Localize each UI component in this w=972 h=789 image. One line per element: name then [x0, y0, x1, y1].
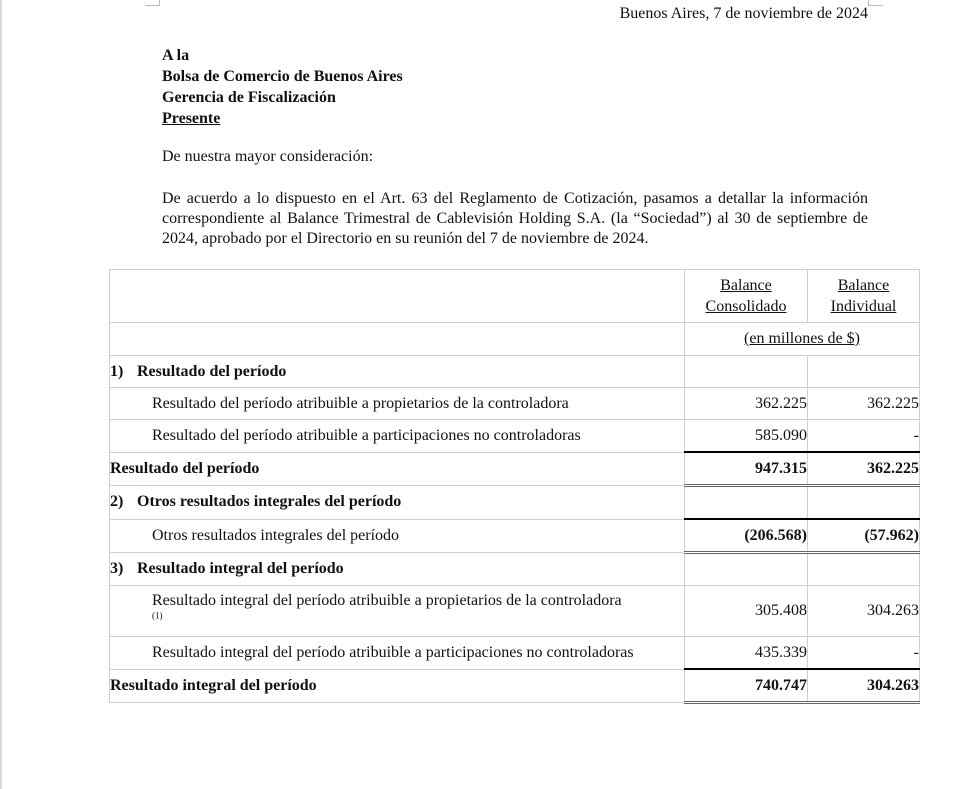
row-label: Otros resultados integrales del período — [110, 519, 685, 553]
empty-cell — [685, 553, 808, 586]
section-number: 3) — [110, 560, 124, 577]
table-row — [110, 388, 920, 420]
value-individual: - — [808, 420, 920, 453]
section-title — [110, 553, 685, 586]
results-table — [109, 269, 920, 704]
header-text: Balance — [720, 277, 772, 294]
total-row — [110, 669, 920, 703]
section-title-text: Resultado integral del período — [137, 560, 344, 577]
value-individual: - — [808, 637, 920, 670]
addressee-line: A la — [162, 47, 190, 64]
table-row — [110, 420, 920, 453]
row-label-text: Resultado integral del período atribuible a propietarios de la controladora — [152, 592, 622, 609]
value-consolidado: 305.408 — [685, 586, 808, 637]
table-row — [110, 519, 920, 553]
row-label: Resultado del período atribuible a participaciones no controladoras — [110, 420, 685, 453]
value-individual: 362.225 — [808, 388, 920, 420]
total-consolidado: 740.747 — [685, 669, 808, 703]
header-consolidado — [685, 270, 808, 323]
header-text: Individual — [830, 298, 897, 315]
value-consolidado: 435.339 — [685, 637, 808, 670]
section-number: 2) — [110, 493, 124, 511]
value-individual: 304.263 — [808, 586, 920, 637]
total-label: Resultado del período — [110, 452, 685, 486]
value-consolidado: (206.568) — [685, 519, 808, 553]
section-title — [110, 356, 685, 388]
empty-cell — [685, 356, 808, 388]
addressee-block — [162, 45, 403, 129]
units-cell — [685, 323, 920, 356]
row-label: Resultado integral del período atribuible a participaciones no controladoras — [110, 637, 685, 670]
row-label: Resultado del período atribuible a propietarios de la controladora — [110, 388, 685, 420]
addressee-presente: Presente — [162, 110, 221, 127]
section-row — [110, 486, 920, 520]
units-row — [110, 323, 920, 356]
greeting: De nuestra mayor consideración: — [162, 148, 374, 165]
header-text: Consolidado — [705, 298, 787, 315]
margin-corner-mark — [868, 0, 883, 6]
section-title-text: Otros resultados integrales del período — [137, 493, 402, 511]
header-text: Balance — [837, 277, 890, 294]
value-individual: (57.962) — [808, 519, 920, 553]
date-line: Buenos Aires, 7 de noviembre de 2024 — [619, 5, 868, 22]
header-label-cell — [110, 270, 685, 323]
section-title-text: Resultado del período — [137, 362, 287, 380]
section-number: 1) — [110, 362, 124, 380]
table-header-row — [110, 270, 920, 323]
page-edge — [0, 0, 2, 789]
empty-cell — [685, 486, 808, 520]
table-row — [110, 586, 920, 637]
total-individual: 304.263 — [808, 669, 920, 703]
total-consolidado: 947.315 — [685, 452, 808, 486]
value-consolidado: 362.225 — [685, 388, 808, 420]
total-label: Resultado integral del período — [110, 669, 685, 703]
section-row — [110, 553, 920, 586]
units-label-cell — [110, 323, 685, 356]
value-consolidado: 585.090 — [685, 420, 808, 453]
table-row — [110, 637, 920, 670]
section-title — [110, 486, 685, 520]
section-row — [110, 356, 920, 388]
addressee-line: Gerencia de Fiscalización — [162, 89, 336, 106]
units-text: (en millones de $) — [744, 330, 860, 347]
row-label — [110, 586, 685, 637]
total-row — [110, 452, 920, 486]
empty-cell — [808, 553, 920, 586]
total-individual: 362.225 — [808, 452, 920, 486]
empty-cell — [808, 356, 920, 388]
addressee-line: Bolsa de Comercio de Buenos Aires — [162, 68, 403, 85]
empty-cell — [808, 486, 920, 520]
footnote-marker: (1) — [152, 610, 163, 621]
header-individual — [808, 270, 920, 323]
intro-paragraph: De acuerdo a lo dispuesto en el Art. 63 del Reglamento de Cotización, pasamos a detallar la información correspondiente al Balance Trimestral de Cablevisión Holding S.A. (la “Sociedad”) al 30 de septiembre de 2024, aprobado por el Directorio en su reunión del 7 de noviembre de 2024. — [162, 190, 868, 247]
margin-corner-mark — [145, 0, 160, 6]
